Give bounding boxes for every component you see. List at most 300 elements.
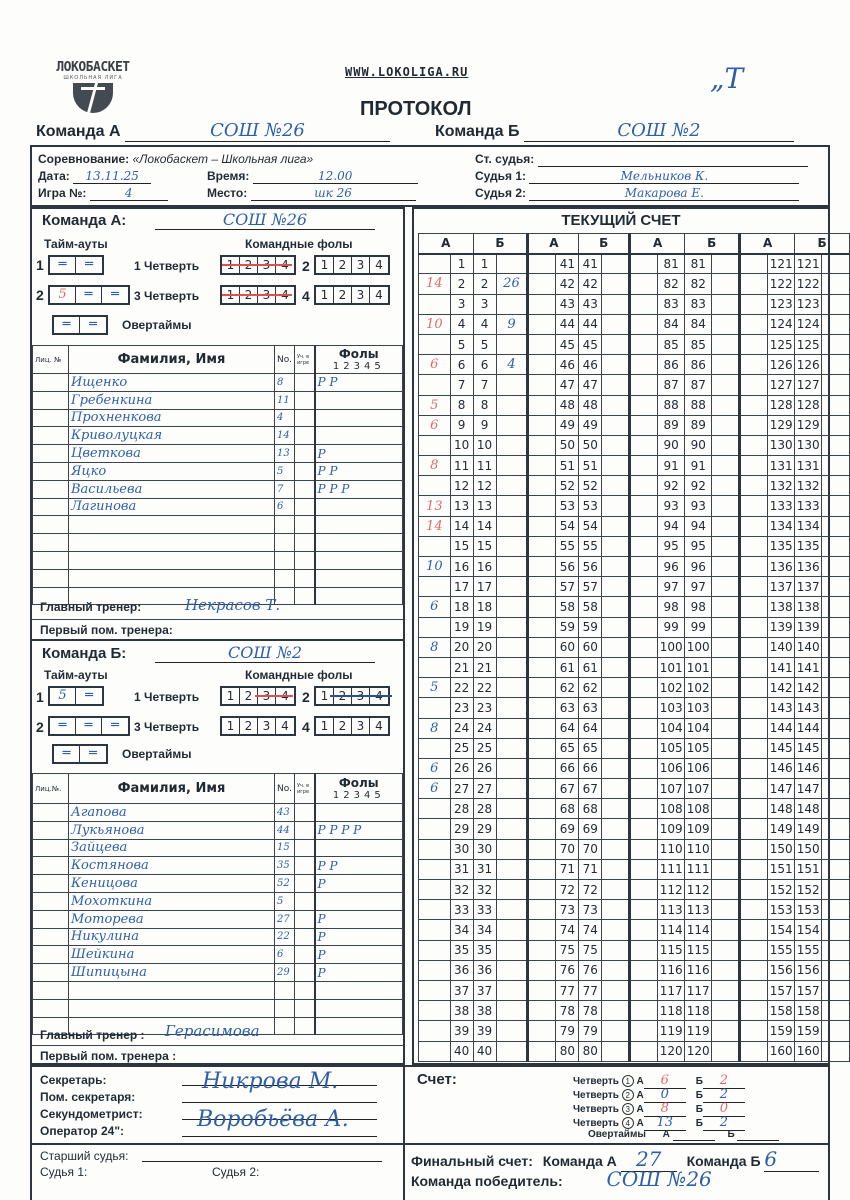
score-mark-b[interactable] — [712, 334, 740, 354]
score-num-b[interactable]: 43 — [579, 294, 602, 314]
team-b-block-value[interactable]: СОШ №2 — [155, 643, 375, 663]
score-num-a[interactable]: 134 — [768, 516, 795, 536]
score-mark-a[interactable] — [528, 657, 556, 677]
score-mark-a[interactable] — [740, 1041, 768, 1061]
score-num-a[interactable]: 159 — [768, 1021, 795, 1041]
score-num-a[interactable]: 48 — [556, 395, 579, 415]
score-num-b[interactable]: 139 — [795, 617, 822, 637]
score-num-a[interactable]: 65 — [556, 738, 579, 758]
score-num-a[interactable]: 120 — [658, 1041, 685, 1061]
score-num-a[interactable]: 86 — [658, 355, 685, 375]
score-num-b[interactable]: 79 — [579, 1021, 602, 1041]
played-cell[interactable] — [295, 999, 315, 1017]
score-num-b[interactable]: 97 — [685, 577, 712, 597]
player-name[interactable] — [69, 981, 275, 999]
score-mark-a[interactable] — [740, 435, 768, 455]
score-num-a[interactable]: 124 — [768, 314, 795, 334]
score-num-b[interactable]: 127 — [795, 375, 822, 395]
score-num-b[interactable]: 123 — [795, 294, 822, 314]
score-mark-b[interactable] — [822, 334, 850, 354]
timeout-slot[interactable]: ═ — [76, 287, 102, 303]
chief-ref-field[interactable] — [538, 152, 808, 167]
score-mark-b[interactable] — [602, 779, 630, 799]
score-num-a[interactable]: 88 — [658, 395, 685, 415]
score-num-a[interactable]: 149 — [768, 819, 795, 839]
score-num-a[interactable]: 30 — [450, 839, 473, 859]
score-num-b[interactable]: 133 — [795, 496, 822, 516]
score-mark-a[interactable] — [740, 657, 768, 677]
score-mark-a[interactable] — [740, 557, 768, 577]
score-mark-a[interactable] — [630, 254, 658, 274]
score-num-b[interactable]: 143 — [795, 698, 822, 718]
score-num-a[interactable]: 5 — [450, 334, 473, 354]
score-num-b[interactable]: 68 — [579, 799, 602, 819]
score-mark-b[interactable] — [822, 456, 850, 476]
score-num-a[interactable]: 9 — [450, 415, 473, 435]
score-mark-b[interactable] — [822, 314, 850, 334]
score-mark-a[interactable] — [740, 980, 768, 1000]
score-num-a[interactable]: 37 — [450, 980, 473, 1000]
score-mark-a[interactable] — [630, 1021, 658, 1041]
score-mark-b[interactable] — [712, 375, 740, 395]
score-num-a[interactable]: 142 — [768, 678, 795, 698]
score-num-a[interactable]: 145 — [768, 738, 795, 758]
score-num-a[interactable]: 155 — [768, 940, 795, 960]
score-mark-a[interactable] — [528, 314, 556, 334]
lic-cell[interactable] — [33, 427, 69, 445]
score-num-b[interactable]: 130 — [795, 435, 822, 455]
team-fouls-q2[interactable] — [314, 255, 390, 275]
score-num-b[interactable]: 15 — [473, 536, 496, 556]
score-num-a[interactable]: 75 — [556, 940, 579, 960]
played-cell[interactable] — [295, 875, 315, 893]
score-mark-a[interactable]: 13 — [419, 496, 451, 516]
score-mark-a[interactable] — [740, 940, 768, 960]
score-num-b[interactable]: 67 — [579, 779, 602, 799]
player-name[interactable]: Гребенкина — [69, 391, 275, 409]
score-num-a[interactable]: 126 — [768, 355, 795, 375]
score-num-b[interactable]: 6 — [473, 355, 496, 375]
score-num-b[interactable]: 25 — [473, 738, 496, 758]
score-mark-a[interactable] — [419, 435, 451, 455]
score-mark-a[interactable] — [630, 859, 658, 879]
quarter-b-field[interactable]: 2 — [703, 1115, 745, 1131]
score-num-a[interactable]: 115 — [658, 940, 685, 960]
score-num-b[interactable]: 80 — [579, 1041, 602, 1061]
score-mark-b[interactable] — [496, 496, 528, 516]
fouls-cell[interactable] — [315, 427, 403, 445]
score-mark-b[interactable] — [822, 1041, 850, 1061]
score-num-a[interactable]: 100 — [658, 637, 685, 657]
timeout-boxes-2[interactable] — [48, 716, 130, 736]
score-num-b[interactable]: 48 — [579, 395, 602, 415]
score-mark-b[interactable] — [712, 799, 740, 819]
score-mark-b[interactable] — [496, 294, 528, 314]
score-num-b[interactable]: 157 — [795, 980, 822, 1000]
score-mark-b[interactable] — [712, 698, 740, 718]
score-num-b[interactable]: 145 — [795, 738, 822, 758]
score-mark-a[interactable] — [419, 920, 451, 940]
score-num-b[interactable]: 51 — [579, 456, 602, 476]
foul-slot[interactable]: 1 — [316, 287, 334, 303]
player-name[interactable]: Никулина — [69, 928, 275, 946]
score-num-b[interactable]: 49 — [579, 415, 602, 435]
score-mark-a[interactable] — [419, 859, 451, 879]
score-num-a[interactable]: 118 — [658, 1001, 685, 1021]
score-mark-a[interactable] — [630, 536, 658, 556]
score-mark-b[interactable] — [712, 435, 740, 455]
score-num-b[interactable]: 94 — [685, 516, 712, 536]
score-mark-a[interactable] — [630, 718, 658, 738]
fouls-cell[interactable] — [315, 839, 403, 857]
quarter-a-field[interactable]: 13 — [644, 1115, 686, 1131]
score-num-a[interactable]: 41 — [556, 254, 579, 274]
score-mark-a[interactable] — [630, 839, 658, 859]
score-mark-b[interactable] — [602, 799, 630, 819]
player-number[interactable] — [275, 999, 295, 1017]
score-mark-b[interactable] — [496, 819, 528, 839]
score-num-b[interactable]: 104 — [685, 718, 712, 738]
score-num-b[interactable]: 50 — [579, 435, 602, 455]
score-num-a[interactable]: 32 — [450, 880, 473, 900]
score-num-a[interactable]: 92 — [658, 476, 685, 496]
score-mark-b[interactable] — [712, 920, 740, 940]
player-name[interactable]: Криволуцкая — [69, 427, 275, 445]
score-mark-a[interactable] — [630, 274, 658, 294]
score-num-b[interactable]: 87 — [685, 375, 712, 395]
score-num-b[interactable]: 56 — [579, 557, 602, 577]
lic-cell[interactable] — [33, 839, 69, 857]
score-mark-b[interactable] — [602, 940, 630, 960]
score-mark-b[interactable] — [712, 516, 740, 536]
score-mark-b[interactable] — [822, 940, 850, 960]
score-num-b[interactable]: 78 — [579, 1001, 602, 1021]
timeout-slot[interactable]: ═ — [85, 688, 93, 703]
timeout-slot[interactable]: ═ — [89, 317, 97, 332]
score-mark-a[interactable]: 6 — [419, 355, 451, 375]
score-num-b[interactable]: 103 — [685, 698, 712, 718]
played-cell[interactable] — [295, 534, 315, 552]
lic-cell[interactable] — [33, 875, 69, 893]
score-num-b[interactable]: 141 — [795, 657, 822, 677]
score-num-a[interactable]: 56 — [556, 557, 579, 577]
score-num-b[interactable]: 76 — [579, 960, 602, 980]
score-mark-b[interactable] — [822, 779, 850, 799]
score-mark-a[interactable] — [528, 779, 556, 799]
foul-slot[interactable]: 1 — [316, 688, 334, 704]
score-num-b[interactable]: 100 — [685, 637, 712, 657]
score-num-b[interactable]: 33 — [473, 900, 496, 920]
score-num-a[interactable]: 53 — [556, 496, 579, 516]
score-mark-a[interactable] — [740, 880, 768, 900]
score-mark-b[interactable] — [602, 274, 630, 294]
score-num-a[interactable]: 23 — [450, 698, 473, 718]
score-mark-a[interactable] — [419, 738, 451, 758]
lic-cell[interactable] — [33, 534, 69, 552]
score-num-a[interactable]: 68 — [556, 799, 579, 819]
player-name[interactable]: Ищенко — [69, 374, 275, 392]
score-mark-a[interactable]: 10 — [419, 314, 451, 334]
score-mark-b[interactable] — [602, 819, 630, 839]
player-number[interactable]: 35 — [275, 857, 295, 875]
score-mark-b[interactable] — [822, 1001, 850, 1021]
score-mark-a[interactable] — [740, 859, 768, 879]
score-num-b[interactable]: 8 — [473, 395, 496, 415]
score-mark-a[interactable] — [630, 577, 658, 597]
player-name[interactable]: Костянова — [69, 857, 275, 875]
score-mark-a[interactable] — [740, 476, 768, 496]
score-mark-b[interactable] — [822, 819, 850, 839]
score-mark-b[interactable] — [496, 1001, 528, 1021]
score-num-a[interactable]: 97 — [658, 577, 685, 597]
score-num-a[interactable]: 40 — [450, 1041, 473, 1061]
team-a-block-value[interactable]: СОШ №26 — [155, 210, 375, 230]
score-num-a[interactable]: 151 — [768, 859, 795, 879]
score-mark-b[interactable] — [822, 597, 850, 617]
head-coach-b-value[interactable]: Герасимова — [165, 1022, 260, 1040]
score-num-a[interactable]: 49 — [556, 415, 579, 435]
fouls-cell[interactable] — [315, 569, 403, 587]
score-num-a[interactable]: 6 — [450, 355, 473, 375]
score-num-b[interactable]: 115 — [685, 940, 712, 960]
lic-cell[interactable] — [33, 946, 69, 964]
score-mark-b[interactable] — [712, 900, 740, 920]
score-num-a[interactable]: 80 — [556, 1041, 579, 1061]
score-mark-b[interactable] — [496, 395, 528, 415]
score-mark-a[interactable] — [740, 920, 768, 940]
score-num-a[interactable]: 103 — [658, 698, 685, 718]
score-mark-b[interactable] — [822, 678, 850, 698]
score-num-b[interactable]: 128 — [795, 395, 822, 415]
score-num-b[interactable]: 110 — [685, 839, 712, 859]
score-mark-b[interactable] — [602, 415, 630, 435]
score-num-a[interactable]: 74 — [556, 920, 579, 940]
score-num-b[interactable]: 137 — [795, 577, 822, 597]
score-mark-a[interactable] — [740, 960, 768, 980]
player-number[interactable]: 52 — [275, 875, 295, 893]
lic-cell[interactable] — [33, 445, 69, 463]
score-num-b[interactable]: 90 — [685, 435, 712, 455]
foul-slot[interactable]: 2 — [334, 257, 352, 273]
score-mark-a[interactable] — [528, 880, 556, 900]
score-num-b[interactable]: 74 — [579, 920, 602, 940]
score-mark-b[interactable] — [602, 637, 630, 657]
score-mark-a[interactable] — [419, 1041, 451, 1061]
score-num-a[interactable]: 33 — [450, 900, 473, 920]
score-mark-a[interactable] — [419, 294, 451, 314]
score-num-b[interactable]: 14 — [473, 516, 496, 536]
played-cell[interactable] — [295, 587, 315, 605]
score-mark-a[interactable] — [528, 435, 556, 455]
score-mark-b[interactable] — [496, 900, 528, 920]
score-mark-b[interactable] — [602, 355, 630, 375]
score-num-a[interactable]: 47 — [556, 375, 579, 395]
score-num-b[interactable]: 121 — [795, 254, 822, 274]
score-mark-a[interactable] — [419, 960, 451, 980]
player-name[interactable]: Цветкова — [69, 445, 275, 463]
score-num-b[interactable]: 1 — [473, 254, 496, 274]
score-num-b[interactable]: 82 — [685, 274, 712, 294]
score-mark-a[interactable] — [740, 617, 768, 637]
score-mark-a[interactable] — [740, 900, 768, 920]
score-mark-a[interactable] — [419, 839, 451, 859]
score-num-b[interactable]: 37 — [473, 980, 496, 1000]
score-num-a[interactable]: 96 — [658, 557, 685, 577]
score-mark-b[interactable] — [712, 456, 740, 476]
score-num-b[interactable]: 23 — [473, 698, 496, 718]
score-num-a[interactable]: 29 — [450, 819, 473, 839]
score-num-a[interactable]: 87 — [658, 375, 685, 395]
lic-cell[interactable] — [33, 569, 69, 587]
score-num-a[interactable]: 135 — [768, 536, 795, 556]
score-mark-a[interactable] — [740, 758, 768, 778]
timeout-boxes-1[interactable] — [48, 255, 104, 275]
score-num-b[interactable]: 75 — [579, 940, 602, 960]
score-num-b[interactable]: 92 — [685, 476, 712, 496]
score-mark-b[interactable] — [712, 779, 740, 799]
score-mark-a[interactable] — [528, 1041, 556, 1061]
score-num-b[interactable]: 98 — [685, 597, 712, 617]
score-mark-b[interactable] — [712, 718, 740, 738]
score-mark-b[interactable] — [602, 617, 630, 637]
score-mark-a[interactable] — [528, 274, 556, 294]
lic-cell[interactable] — [33, 857, 69, 875]
score-num-b[interactable]: 70 — [579, 839, 602, 859]
score-mark-b[interactable] — [602, 435, 630, 455]
score-num-a[interactable]: 45 — [556, 334, 579, 354]
team-fouls-q4[interactable] — [314, 285, 390, 305]
score-mark-b[interactable] — [822, 274, 850, 294]
score-num-a[interactable]: 116 — [658, 960, 685, 980]
score-mark-b[interactable] — [712, 476, 740, 496]
player-number[interactable]: 6 — [275, 946, 295, 964]
score-mark-a[interactable]: 10 — [419, 557, 451, 577]
score-num-a[interactable]: 19 — [450, 617, 473, 637]
score-mark-b[interactable] — [822, 355, 850, 375]
score-mark-b[interactable] — [496, 859, 528, 879]
score-num-a[interactable]: 14 — [450, 516, 473, 536]
score-num-a[interactable]: 101 — [658, 657, 685, 677]
score-num-a[interactable]: 121 — [768, 254, 795, 274]
score-mark-b[interactable] — [602, 557, 630, 577]
fouls-cell[interactable] — [315, 1017, 403, 1035]
score-mark-b[interactable] — [496, 657, 528, 677]
fouls-cell[interactable] — [315, 551, 403, 569]
score-num-b[interactable]: 131 — [795, 456, 822, 476]
score-num-a[interactable]: 27 — [450, 779, 473, 799]
score-mark-a[interactable] — [630, 617, 658, 637]
score-num-a[interactable]: 62 — [556, 678, 579, 698]
player-number[interactable]: 13 — [275, 445, 295, 463]
score-num-b[interactable]: 57 — [579, 577, 602, 597]
score-num-b[interactable]: 88 — [685, 395, 712, 415]
fouls-cell[interactable]: P P P P — [315, 821, 403, 839]
score-num-b[interactable]: 153 — [795, 900, 822, 920]
score-num-a[interactable]: 83 — [658, 294, 685, 314]
score-num-a[interactable]: 8 — [450, 395, 473, 415]
score-num-a[interactable]: 7 — [450, 375, 473, 395]
score-mark-b[interactable] — [496, 839, 528, 859]
score-mark-a[interactable] — [740, 819, 768, 839]
score-num-a[interactable]: 119 — [658, 1021, 685, 1041]
score-mark-a[interactable] — [419, 799, 451, 819]
timeout-slot[interactable]: ═ — [111, 718, 119, 733]
score-mark-a[interactable] — [630, 900, 658, 920]
ref2-field[interactable]: Макарова Е. — [529, 186, 799, 201]
score-mark-b[interactable] — [712, 294, 740, 314]
player-number[interactable] — [275, 516, 295, 534]
score-num-a[interactable]: 26 — [450, 758, 473, 778]
score-num-a[interactable]: 4 — [450, 314, 473, 334]
score-num-b[interactable]: 72 — [579, 880, 602, 900]
score-mark-a[interactable] — [528, 617, 556, 637]
score-mark-a[interactable] — [630, 516, 658, 536]
score-mark-a[interactable] — [528, 718, 556, 738]
player-number[interactable]: 6 — [275, 498, 295, 516]
score-mark-b[interactable]: 9 — [496, 314, 528, 334]
score-mark-a[interactable] — [419, 698, 451, 718]
score-num-b[interactable]: 101 — [685, 657, 712, 677]
score-num-a[interactable]: 46 — [556, 355, 579, 375]
player-name[interactable]: Агапова — [69, 804, 275, 822]
score-num-a[interactable]: 158 — [768, 1001, 795, 1021]
score-mark-a[interactable] — [630, 758, 658, 778]
team-fouls-q4[interactable] — [314, 716, 390, 736]
score-mark-a[interactable] — [630, 1001, 658, 1021]
score-mark-a[interactable] — [630, 355, 658, 375]
score-mark-b[interactable] — [822, 718, 850, 738]
player-number[interactable] — [275, 981, 295, 999]
score-mark-a[interactable] — [630, 920, 658, 940]
score-num-a[interactable]: 98 — [658, 597, 685, 617]
score-num-a[interactable]: 153 — [768, 900, 795, 920]
score-mark-a[interactable] — [630, 496, 658, 516]
score-mark-b[interactable] — [712, 577, 740, 597]
score-mark-a[interactable]: 6 — [419, 779, 451, 799]
played-cell[interactable] — [295, 445, 315, 463]
score-num-a[interactable]: 125 — [768, 334, 795, 354]
fouls-cell[interactable] — [315, 516, 403, 534]
score-mark-a[interactable] — [630, 779, 658, 799]
score-num-a[interactable]: 89 — [658, 415, 685, 435]
score-mark-a[interactable] — [528, 678, 556, 698]
score-num-a[interactable]: 50 — [556, 435, 579, 455]
timeout-slot[interactable]: 5 — [50, 688, 76, 704]
head-coach-a-value[interactable]: Некрасов Т. — [185, 596, 281, 614]
score-num-a[interactable]: 117 — [658, 980, 685, 1000]
score-num-a[interactable]: 24 — [450, 718, 473, 738]
score-num-a[interactable]: 54 — [556, 516, 579, 536]
score-num-a[interactable]: 13 — [450, 496, 473, 516]
score-mark-a[interactable]: 5 — [419, 678, 451, 698]
score-num-b[interactable]: 109 — [685, 819, 712, 839]
score-mark-b[interactable] — [496, 415, 528, 435]
score-mark-a[interactable] — [528, 940, 556, 960]
timeout-slot[interactable]: ═ — [76, 718, 102, 734]
score-num-a[interactable]: 132 — [768, 476, 795, 496]
score-num-b[interactable]: 28 — [473, 799, 496, 819]
score-mark-b[interactable] — [822, 758, 850, 778]
score-num-b[interactable]: 93 — [685, 496, 712, 516]
quarter-a-field[interactable]: 0 — [644, 1087, 686, 1103]
score-num-b[interactable]: 39 — [473, 1021, 496, 1041]
score-mark-a[interactable] — [740, 254, 768, 274]
score-num-b[interactable]: 29 — [473, 819, 496, 839]
score-num-a[interactable]: 94 — [658, 516, 685, 536]
timekeeper-field[interactable]: Воробьёва А. — [197, 1107, 349, 1132]
player-name[interactable]: Васильева — [69, 480, 275, 498]
date-field[interactable]: 13.11.25 — [73, 169, 151, 184]
